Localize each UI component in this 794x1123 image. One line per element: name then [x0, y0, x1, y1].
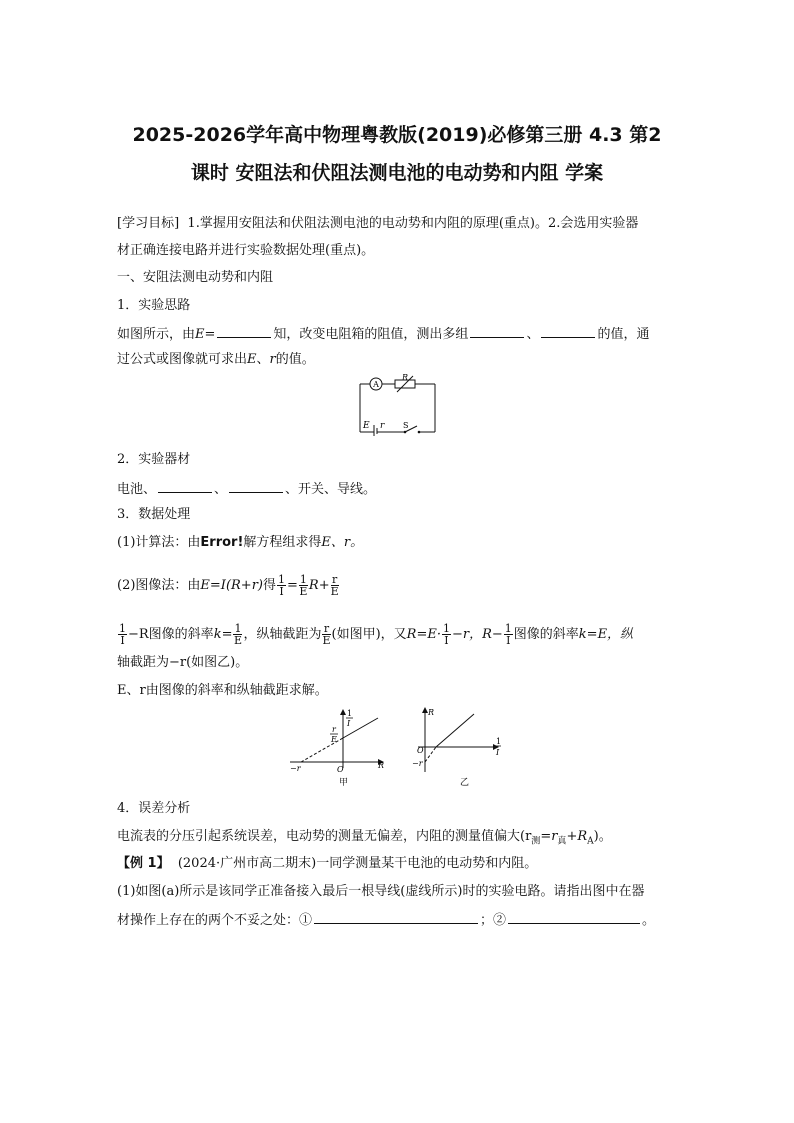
blank-quantity-1	[470, 323, 524, 338]
graph-yi	[408, 704, 508, 788]
x-axis-label-num: 1	[496, 737, 502, 746]
switch-label: S	[403, 421, 409, 430]
graph-caption: 甲	[339, 778, 349, 788]
y-axis-label-den: I	[347, 719, 351, 728]
ammeter-label: A	[373, 380, 379, 389]
answer-blank-2[interactable]	[508, 909, 640, 924]
item1-heading: 1．实验思路	[117, 298, 191, 313]
item1-paragraph-line1: 如图所示，由E= 知，改变电阻箱的阻值，测出多组 、 的值，通	[117, 323, 649, 345]
error-analysis: 电流表的分压引起系统误差，电动势的测量无偏差，内阻的测量值偏大$(r_测=r_真+R_A)$。	[117, 829, 612, 847]
item2-text: 电池、 、 、开关、导线。	[117, 478, 376, 500]
intercept-den: E	[331, 735, 337, 744]
item3-heading: 3．数据处理	[117, 507, 191, 522]
slope-line2: 轴截距为−r(如图乙)。	[117, 655, 249, 670]
example-intro: 【例 1】 (2024·广州市高二期末)一同学测量某干电池的电动势和内阻。	[117, 856, 538, 871]
y-axis-label-num: 1	[347, 709, 353, 718]
blank-equipment-2	[229, 478, 283, 493]
calc-method: (1)计算法：由Error!解方程组求得E、r。	[117, 535, 364, 550]
example-label: 【例 1】	[117, 856, 170, 871]
x-axis-label-den: I	[496, 748, 500, 757]
graph-jia	[285, 704, 390, 788]
slope-line1: $\frac{1}{I}$ −R图像的斜率k= $\frac{1}{E}$ ，纵轴截距为 $\frac{r}{E}$ (如图甲)，又R=E· $\frac{1}{I}$ −r，R− $\frac{1}{I}$ 图像的斜率k=E，纵	[119, 622, 634, 647]
intercept-num: r	[332, 725, 336, 734]
blank-formula	[217, 323, 271, 338]
neg-r-label: −r	[290, 764, 301, 773]
neg-r-label: −r	[412, 759, 423, 768]
objectives-label: [学习目标]	[117, 216, 180, 231]
document-title-line2: 课时 安阻法和伏阻法测电池的电动势和内阻 学案	[190, 162, 604, 184]
objectives-line1: [学习目标] 1.掌握用安阻法和伏阻法测电池的电动势和内阻的原理(重点)。2.会选用实验器	[117, 216, 639, 231]
x-axis-label: R	[378, 761, 385, 770]
blank-equipment-1	[158, 478, 212, 493]
example-question-line2: 材操作上存在的两个不妥之处：① ；② 。	[117, 909, 655, 931]
example-question-line1: (1)如图(a)所示是该同学正准备接入最后一根导线(虚线所示)时的实验电路。请指出图中在器	[117, 884, 645, 899]
internal-resistance-label: r	[380, 421, 385, 431]
origin-label: O	[417, 746, 424, 755]
answer-blank-1[interactable]	[314, 909, 478, 924]
blank-quantity-2	[541, 323, 595, 338]
circuit-diagram	[355, 374, 440, 436]
resistor-label: R	[402, 374, 409, 382]
y-axis-label: R	[428, 708, 435, 717]
item1-paragraph-line2: 过公式或图像就可求出E、r的值。	[117, 352, 315, 367]
section-heading: 一、安阻法测电动势和内阻	[117, 270, 274, 285]
item2-heading: 2．实验器材	[117, 452, 191, 467]
graph-summary: E、r由图像的斜率和纵轴截距求解。	[117, 683, 328, 698]
emf-label: E	[363, 421, 370, 431]
document-title-line1: 2025-2026学年高中物理粤教版(2019)必修第三册 4.3 第2	[132, 124, 662, 146]
origin-label: O	[337, 765, 344, 774]
item4-heading: 4．误差分析	[117, 801, 191, 816]
graph-caption: 乙	[460, 778, 470, 788]
objectives-line2: 材正确连接电路并进行实验数据处理(重点)。	[117, 243, 375, 258]
graph-method: (2)图像法：由E=I(R+r)得 $\frac{1}{I}$ = $\frac{1}{E}$ R+ $\frac{r}{E}$	[117, 573, 339, 598]
